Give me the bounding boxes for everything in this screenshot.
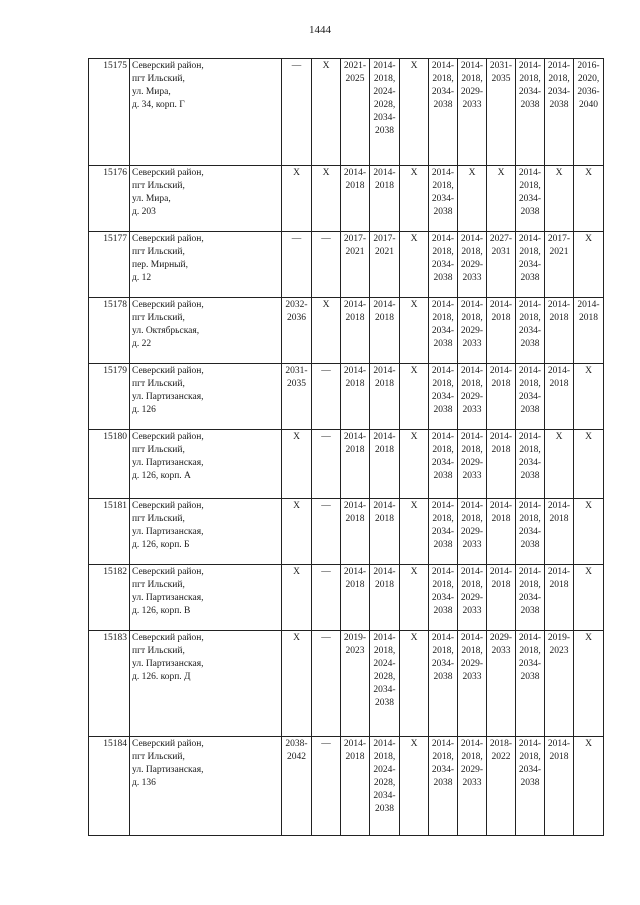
period-text: 2014- 2018, 2034- 2038 bbox=[518, 739, 542, 788]
period-text: 2014- 2018 bbox=[343, 501, 367, 524]
period-text: X bbox=[293, 633, 300, 643]
period-cell bbox=[487, 232, 516, 298]
period-cell bbox=[312, 499, 341, 565]
period-text: 2014- 2018 bbox=[489, 366, 513, 389]
period-text: 2014- 2018 bbox=[547, 739, 571, 762]
period-cell bbox=[429, 364, 458, 430]
period-text: 2014- 2018 bbox=[489, 501, 513, 524]
period-text: X bbox=[322, 168, 330, 178]
period-cell bbox=[545, 232, 574, 298]
period-text: 2017- 2021 bbox=[547, 234, 571, 257]
row-id-cell: 15181 bbox=[89, 499, 130, 565]
period-text: 2014- 2018, 2034- 2038 bbox=[431, 567, 455, 616]
period-cell bbox=[487, 499, 516, 565]
period-text: X bbox=[293, 567, 300, 577]
period-text: 2019- 2023 bbox=[343, 633, 367, 656]
period-text: 2014- 2018 bbox=[547, 366, 571, 389]
period-cell bbox=[312, 232, 341, 298]
period-cell bbox=[516, 430, 545, 499]
period-text: 2014- 2018, 2034- 2038 bbox=[518, 633, 542, 682]
period-cell bbox=[400, 59, 429, 166]
period-text: 2014- 2018 bbox=[373, 567, 396, 590]
period-text: X bbox=[555, 168, 563, 178]
period-text: X bbox=[293, 168, 300, 178]
period-cell bbox=[370, 59, 400, 166]
period-cell bbox=[429, 565, 458, 631]
period-cell bbox=[429, 499, 458, 565]
period-cell bbox=[574, 59, 604, 166]
table-row bbox=[89, 166, 604, 232]
period-cell bbox=[545, 59, 574, 166]
period-cell bbox=[282, 430, 312, 499]
period-cell bbox=[370, 499, 400, 565]
period-text: 2014- 2018 bbox=[577, 300, 600, 323]
row-id-cell: 15177 bbox=[89, 232, 130, 298]
period-cell bbox=[282, 565, 312, 631]
table-row bbox=[89, 298, 604, 364]
period-text: X bbox=[410, 234, 418, 244]
period-text: 2014- 2018, 2034- 2038 bbox=[431, 300, 455, 349]
period-cell bbox=[458, 298, 487, 364]
period-cell bbox=[516, 298, 545, 364]
period-cell bbox=[341, 298, 370, 364]
period-text: 2014- 2018 bbox=[343, 300, 367, 323]
table-body bbox=[89, 59, 604, 836]
period-cell bbox=[516, 737, 545, 836]
period-text: X bbox=[497, 168, 505, 178]
period-cell bbox=[516, 499, 545, 565]
period-cell bbox=[370, 565, 400, 631]
period-cell bbox=[516, 364, 545, 430]
period-cell bbox=[458, 737, 487, 836]
period-cell bbox=[341, 631, 370, 737]
period-cell bbox=[341, 364, 370, 430]
period-cell bbox=[341, 499, 370, 565]
period-cell bbox=[574, 232, 604, 298]
period-text: 2019- 2023 bbox=[547, 633, 571, 656]
period-text: X bbox=[585, 366, 592, 376]
row-id-cell: 15184 bbox=[89, 737, 130, 836]
period-cell bbox=[341, 430, 370, 499]
row-id-cell: 15176 bbox=[89, 166, 130, 232]
period-text: 2014- 2018, 2034- 2038 bbox=[431, 432, 455, 481]
period-cell bbox=[574, 737, 604, 836]
period-cell bbox=[487, 737, 516, 836]
address-text: Северский район, пгт Ильский, ул. Октябрьская, д. 22 bbox=[132, 300, 204, 349]
period-text: 2014- 2018, 2029- 2033 bbox=[460, 567, 484, 616]
period-text: — bbox=[321, 366, 331, 376]
period-text: 2032- 2036 bbox=[285, 300, 308, 323]
period-cell bbox=[429, 298, 458, 364]
period-cell bbox=[545, 298, 574, 364]
period-text: 2014- 2018 bbox=[547, 300, 571, 323]
period-text: 2014- 2018 bbox=[489, 300, 513, 323]
period-text: 2014- 2018, 2034- 2038 bbox=[518, 366, 542, 415]
period-cell bbox=[400, 430, 429, 499]
row-id-cell: 15180 bbox=[89, 430, 130, 499]
address-text: Северский район, пгт Ильский, пер. Мирный, д. 12 bbox=[132, 234, 204, 283]
period-text: — bbox=[321, 739, 331, 749]
period-cell bbox=[429, 59, 458, 166]
address-text: Северский район, пгт Ильский, ул. Партизанская, д. 126, корп. Б bbox=[132, 501, 204, 550]
period-text: 2014- 2018 bbox=[373, 300, 396, 323]
period-cell bbox=[341, 232, 370, 298]
period-text: X bbox=[585, 168, 592, 178]
period-text: 2014- 2018, 2034- 2038 bbox=[431, 366, 455, 415]
period-text: 2014- 2018, 2034- 2038 bbox=[518, 567, 542, 616]
period-text: 2014- 2018 bbox=[343, 567, 367, 590]
table-row bbox=[89, 430, 604, 499]
period-text: 2014- 2018, 2024- 2028, 2034- 2038 bbox=[373, 633, 396, 708]
period-text: — bbox=[291, 61, 302, 71]
period-cell bbox=[545, 737, 574, 836]
address-cell bbox=[130, 737, 282, 836]
period-text: 2014- 2018 bbox=[373, 168, 396, 191]
period-cell bbox=[312, 631, 341, 737]
row-id-cell: 15179 bbox=[89, 364, 130, 430]
period-cell bbox=[312, 364, 341, 430]
period-cell bbox=[458, 59, 487, 166]
period-text: 2038- 2042 bbox=[285, 739, 308, 762]
period-text: X bbox=[410, 501, 418, 511]
period-text: X bbox=[293, 501, 300, 511]
period-text: 2014- 2018, 2034- 2038 bbox=[518, 168, 542, 217]
period-text: X bbox=[585, 432, 592, 442]
period-text: 2014- 2018, 2029- 2033 bbox=[460, 633, 484, 682]
page-number: 1444 bbox=[309, 24, 331, 36]
address-cell bbox=[130, 298, 282, 364]
period-cell bbox=[370, 298, 400, 364]
period-cell bbox=[545, 499, 574, 565]
period-text: 2014- 2018 bbox=[373, 432, 396, 455]
period-text: 2014- 2018, 2034- 2038 bbox=[431, 61, 455, 110]
period-text: X bbox=[322, 300, 330, 310]
period-cell bbox=[370, 631, 400, 737]
period-cell bbox=[282, 298, 312, 364]
table-row bbox=[89, 232, 604, 298]
address-cell bbox=[130, 499, 282, 565]
period-cell bbox=[487, 565, 516, 631]
period-cell bbox=[458, 631, 487, 737]
table-row bbox=[89, 631, 604, 737]
period-cell bbox=[429, 631, 458, 737]
period-text: 2018- 2022 bbox=[489, 739, 513, 762]
period-cell bbox=[341, 737, 370, 836]
period-text: 2014- 2018 bbox=[343, 432, 367, 455]
period-cell bbox=[400, 631, 429, 737]
period-text: — bbox=[321, 633, 331, 643]
period-cell bbox=[516, 232, 545, 298]
period-cell bbox=[545, 631, 574, 737]
period-text: X bbox=[410, 168, 418, 178]
period-text: 2014- 2018, 2024- 2028, 2034- 2038 bbox=[373, 61, 396, 136]
period-cell bbox=[312, 430, 341, 499]
period-text: 2014- 2018, 2034- 2038 bbox=[431, 633, 455, 682]
period-text: X bbox=[555, 432, 563, 442]
address-cell bbox=[130, 631, 282, 737]
address-text: Северский район, пгт Ильский, ул. Партизанская, д. 126 bbox=[132, 366, 204, 415]
period-cell bbox=[458, 364, 487, 430]
period-text: 2014- 2018, 2034- 2038 bbox=[547, 61, 571, 110]
period-cell bbox=[400, 232, 429, 298]
period-text: X bbox=[410, 633, 418, 643]
period-text: 2014- 2018 bbox=[547, 501, 571, 524]
period-text: X bbox=[322, 61, 330, 71]
period-text: 2029- 2033 bbox=[489, 633, 513, 656]
period-cell bbox=[370, 430, 400, 499]
address-cell bbox=[130, 565, 282, 631]
period-text: 2014- 2018, 2029- 2033 bbox=[460, 234, 484, 283]
period-cell bbox=[282, 737, 312, 836]
period-text: 2031- 2035 bbox=[489, 61, 513, 84]
address-text: Северский район, пгт Ильский, ул. Мира, д. 34, корп. Г bbox=[132, 61, 204, 110]
address-cell bbox=[130, 59, 282, 166]
period-cell bbox=[282, 59, 312, 166]
period-cell bbox=[341, 166, 370, 232]
period-cell bbox=[574, 499, 604, 565]
row-id-cell: 15183 bbox=[89, 631, 130, 737]
period-text: X bbox=[410, 567, 418, 577]
address-cell bbox=[130, 430, 282, 499]
period-text: 2014- 2018, 2034- 2038 bbox=[431, 168, 455, 217]
table-row bbox=[89, 737, 604, 836]
address-text: Северский район, пгт Ильский, ул. Партизанская, д. 126, корп. А bbox=[132, 432, 204, 481]
period-text: 2021- 2025 bbox=[343, 61, 367, 84]
period-text: X bbox=[585, 633, 592, 643]
period-text: 2014- 2018, 2034- 2038 bbox=[518, 300, 542, 349]
period-cell bbox=[282, 631, 312, 737]
period-text: 2014- 2018, 2024- 2028, 2034- 2038 bbox=[373, 739, 396, 814]
period-cell bbox=[458, 430, 487, 499]
period-text: 2014- 2018, 2034- 2038 bbox=[518, 501, 542, 550]
period-text: 2014- 2018 bbox=[343, 168, 367, 191]
period-cell bbox=[282, 166, 312, 232]
row-id-cell: 15178 bbox=[89, 298, 130, 364]
period-cell bbox=[429, 737, 458, 836]
period-cell bbox=[400, 298, 429, 364]
period-cell bbox=[312, 59, 341, 166]
period-text: 2017- 2021 bbox=[373, 234, 396, 257]
period-text: 2016- 2020, 2036- 2040 bbox=[577, 61, 600, 110]
period-text: — bbox=[291, 234, 302, 244]
period-text: X bbox=[585, 739, 592, 749]
period-cell bbox=[516, 631, 545, 737]
period-text: 2014- 2018, 2029- 2033 bbox=[460, 366, 484, 415]
period-cell bbox=[574, 166, 604, 232]
period-cell bbox=[341, 59, 370, 166]
period-text: X bbox=[410, 739, 418, 749]
period-text: X bbox=[468, 168, 476, 178]
period-cell bbox=[574, 298, 604, 364]
period-cell bbox=[545, 166, 574, 232]
period-text: 2014- 2018 bbox=[489, 567, 513, 590]
period-text: 2014- 2018 bbox=[343, 366, 367, 389]
period-cell bbox=[516, 565, 545, 631]
address-text: Северский район, пгт Ильский, ул. Партизанская, д. 126, корп. В bbox=[132, 567, 204, 616]
period-cell bbox=[487, 59, 516, 166]
period-cell bbox=[487, 166, 516, 232]
period-text: 2014- 2018, 2029- 2033 bbox=[460, 61, 484, 110]
period-cell bbox=[282, 232, 312, 298]
period-cell bbox=[487, 298, 516, 364]
period-text: X bbox=[585, 501, 592, 511]
table-row bbox=[89, 499, 604, 565]
period-text: 2014- 2018, 2034- 2038 bbox=[431, 501, 455, 550]
period-text: 2014- 2018, 2034- 2038 bbox=[431, 234, 455, 283]
period-text: 2014- 2018, 2029- 2033 bbox=[460, 300, 484, 349]
period-text: 2014- 2018, 2034- 2038 bbox=[518, 61, 542, 110]
period-text: 2014- 2018, 2034- 2038 bbox=[431, 739, 455, 788]
period-text: — bbox=[321, 432, 331, 442]
row-id-cell: 15175 bbox=[89, 59, 130, 166]
period-cell bbox=[370, 232, 400, 298]
period-text: 2014- 2018, 2029- 2033 bbox=[460, 432, 484, 481]
period-cell bbox=[574, 364, 604, 430]
table-row bbox=[89, 59, 604, 166]
period-text: 2014- 2018, 2034- 2038 bbox=[518, 432, 542, 481]
period-text: 2014- 2018 bbox=[373, 501, 396, 524]
period-cell bbox=[545, 364, 574, 430]
row-id-cell: 15182 bbox=[89, 565, 130, 631]
period-text: 2031- 2035 bbox=[285, 366, 308, 389]
period-cell bbox=[487, 631, 516, 737]
period-cell bbox=[516, 166, 545, 232]
period-cell bbox=[312, 737, 341, 836]
address-cell bbox=[130, 166, 282, 232]
period-cell bbox=[312, 166, 341, 232]
period-cell bbox=[545, 430, 574, 499]
period-text: X bbox=[410, 61, 418, 71]
address-text: Северский район, пгт Ильский, ул. Партизанская, д. 126. корп. Д bbox=[132, 633, 204, 682]
table-row bbox=[89, 565, 604, 631]
period-text: 2014- 2018, 2029- 2033 bbox=[460, 501, 484, 550]
period-cell bbox=[282, 499, 312, 565]
register-table bbox=[88, 58, 604, 836]
period-text: X bbox=[585, 567, 592, 577]
period-cell bbox=[282, 364, 312, 430]
period-cell bbox=[574, 565, 604, 631]
period-text: — bbox=[321, 501, 331, 511]
address-cell bbox=[130, 364, 282, 430]
period-cell bbox=[487, 364, 516, 430]
period-cell bbox=[458, 232, 487, 298]
period-cell bbox=[312, 565, 341, 631]
table-row bbox=[89, 364, 604, 430]
period-cell bbox=[312, 298, 341, 364]
period-cell bbox=[400, 166, 429, 232]
period-text: X bbox=[410, 366, 418, 376]
period-cell bbox=[458, 565, 487, 631]
period-cell bbox=[429, 166, 458, 232]
period-cell bbox=[400, 364, 429, 430]
period-cell bbox=[400, 499, 429, 565]
period-cell bbox=[341, 565, 370, 631]
period-cell bbox=[429, 232, 458, 298]
period-text: 2014- 2018 bbox=[489, 432, 513, 455]
period-cell bbox=[429, 430, 458, 499]
period-text: X bbox=[293, 432, 300, 442]
period-text: X bbox=[410, 300, 418, 310]
period-cell bbox=[458, 166, 487, 232]
period-cell bbox=[370, 364, 400, 430]
period-cell bbox=[574, 631, 604, 737]
address-text: Северский район, пгт Ильский, ул. Партизанская, д. 136 bbox=[132, 739, 204, 788]
period-text: X bbox=[410, 432, 418, 442]
period-text: 2017- 2021 bbox=[343, 234, 367, 257]
period-cell bbox=[487, 430, 516, 499]
period-cell bbox=[574, 430, 604, 499]
period-text: 2014- 2018 bbox=[373, 366, 396, 389]
period-cell bbox=[400, 565, 429, 631]
period-text: 2014- 2018 bbox=[547, 567, 571, 590]
period-cell bbox=[545, 565, 574, 631]
period-text: — bbox=[321, 234, 331, 244]
period-cell bbox=[516, 59, 545, 166]
period-cell bbox=[370, 166, 400, 232]
period-text: 2014- 2018 bbox=[343, 739, 367, 762]
period-text: 2027- 2031 bbox=[489, 234, 513, 257]
period-cell bbox=[458, 499, 487, 565]
address-cell bbox=[130, 232, 282, 298]
period-text: 2014- 2018, 2034- 2038 bbox=[518, 234, 542, 283]
period-cell bbox=[370, 737, 400, 836]
period-text: X bbox=[585, 234, 592, 244]
period-text: 2014- 2018, 2029- 2033 bbox=[460, 739, 484, 788]
period-text: — bbox=[321, 567, 331, 577]
address-text: Северский район, пгт Ильский, ул. Мира, д. 203 bbox=[132, 168, 204, 217]
period-cell bbox=[400, 737, 429, 836]
